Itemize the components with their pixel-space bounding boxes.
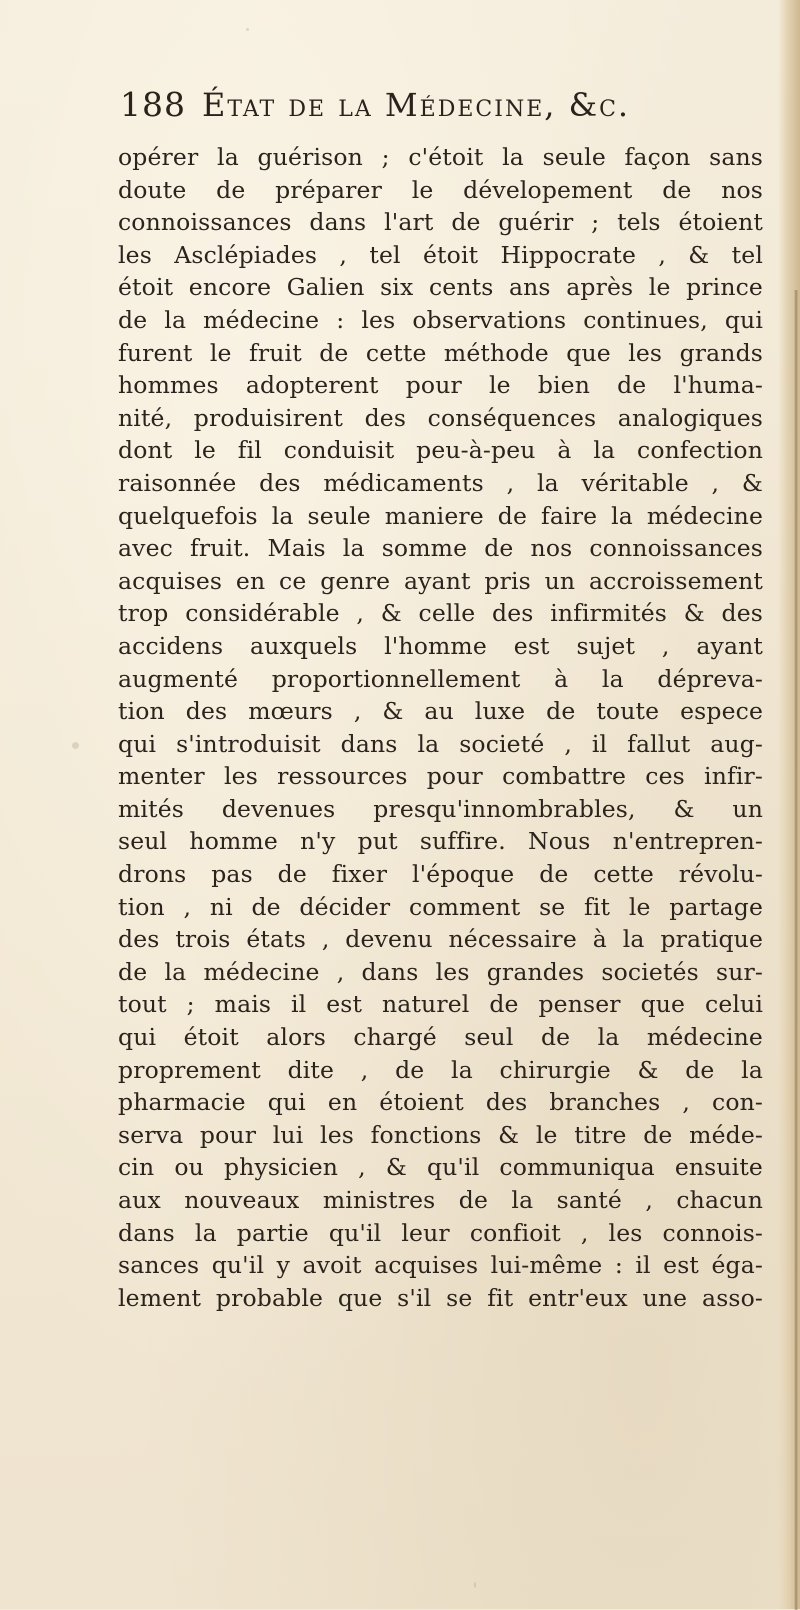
text-line: menter les ressources pour combattre ces infir- <box>118 762 763 791</box>
text-line: quelquefois la seule maniere de faire la médecine <box>118 501 763 530</box>
running-head: État de la Médecine, &c. <box>202 86 631 124</box>
text-line: les Asclépiades , tel étoit Hippocrate , & tel <box>118 240 763 269</box>
text-line: furent le fruit de cette méthode que les grands <box>118 338 763 367</box>
text-line: seul homme n'y put suffire. Nous n'entrepren- <box>118 827 763 856</box>
text-line: serva pour lui les fonctions & le titre de méde- <box>118 1120 763 1149</box>
page-number: 188 <box>120 85 186 124</box>
text-line: des trois états , devenu nécessaire à la pratique <box>118 925 763 954</box>
text-line: qui s'introduisit dans la societé , il fallut aug- <box>118 729 763 758</box>
text-line: mités devenues presqu'innombrables, & un <box>118 794 763 823</box>
text-line: lement probable que s'il se fit entr'eux une asso- <box>118 1283 763 1312</box>
body-text <box>118 141 763 1314</box>
text-line: sances qu'il y avoit acquises lui-même : il est éga- <box>118 1251 763 1280</box>
text-line: avec fruit. Mais la somme de nos connoissances <box>118 534 763 563</box>
text-line: trop considérable , & celle des infirmités & des <box>118 599 763 628</box>
text-line: opérer la guérison ; c'étoit la seule façon sans <box>118 143 763 171</box>
text-line: accidens auxquels l'homme est sujet , ayant <box>118 631 763 660</box>
text-line: cin ou physicien , & qu'il communiqua ensuite <box>118 1153 763 1182</box>
text-line: acquises en ce genre ayant pris un accroissement <box>118 566 763 595</box>
text-line: drons pas de fixer l'époque de cette révolu- <box>118 860 763 889</box>
text-line: proprement dite , de la chirurgie & de la <box>118 1055 763 1084</box>
text-line: de la médecine , dans les grandes societés sur- <box>118 957 763 986</box>
text-line: étoit encore Galien six cents ans après le prince <box>118 273 763 302</box>
binding-shadow <box>794 290 798 1610</box>
text-line: dont le fil conduisit peu-à-peu à la confection <box>118 436 763 465</box>
text-line: augmenté proportionnellement à la dépreva- <box>118 664 763 693</box>
text-line: tout ; mais il est naturel de penser que celui <box>118 990 763 1019</box>
text-line: pharmacie qui en étoient des branches , con- <box>118 1088 763 1117</box>
paper-spot <box>246 28 249 31</box>
text-line: qui étoit alors chargé seul de la médecine <box>118 1023 763 1052</box>
text-line: raisonnée des médicaments , la véritable , & <box>118 468 763 497</box>
text-line: aux nouveaux ministres de la santé , chacun <box>118 1186 763 1214</box>
text-line: nité, produisirent des conséquences analogiques <box>118 403 763 432</box>
text-line: tion des mœurs , & au luxe de toute espece <box>118 697 763 726</box>
page-header <box>120 80 760 130</box>
paper-spot <box>474 1582 476 1588</box>
text-line: doute de préparer le dévelopement de nos <box>118 175 763 204</box>
text-line: tion , ni de décider comment se fit le partage <box>118 892 763 921</box>
text-line: hommes adopterent pour le bien de l'huma- <box>118 371 763 400</box>
paper-spot <box>72 742 79 749</box>
text-line: de la médecine : les observations continues, qui <box>118 305 763 334</box>
text-line: connoissances dans l'art de guérir ; tels étoient <box>118 208 763 237</box>
text-line: dans la partie qu'il leur confioit , les connois- <box>118 1218 763 1247</box>
